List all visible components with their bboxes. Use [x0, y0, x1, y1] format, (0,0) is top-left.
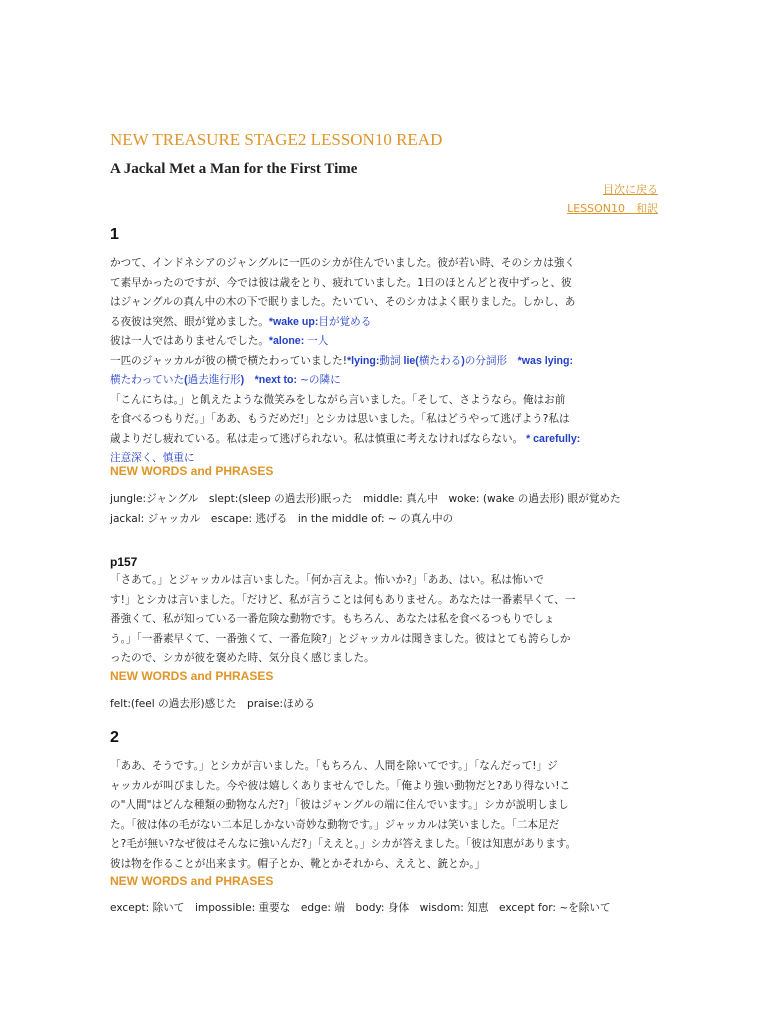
new-words-heading: NEW WORDS and PHRASES: [110, 464, 274, 478]
paragraph-line: を食べるつもりだ。」「ああ、もうだめだ!」とシカは思いました。「私はどうやって逃げよう?私は: [110, 413, 570, 425]
paragraph-line: 彼は物を作ることが出来ます。帽子とか、靴とかそれから、ええと、銃とか。」: [110, 857, 486, 870]
vocab-line: except: 除いて impossible: 重要な edge: 端 body: 身体 wisdom: 知恵 except for: ~を除いて: [110, 902, 611, 914]
line-text: 一匹のジャッカルが彼の横で横たわっていました!: [110, 354, 347, 367]
paragraph-line: [110, 352, 660, 372]
vocab-list: [110, 898, 611, 918]
paragraph-line: ったので、シカが彼を褒めた時、気分良く感じました。: [110, 652, 375, 664]
vocab-list: [110, 694, 315, 714]
gloss-english: *was lying:: [507, 354, 574, 367]
page-title: NEW TREASURE STAGE2 LESSON10 READ: [110, 130, 443, 149]
vocab-line: jackal: ジャッカル escape: 逃げる in the middle of: ~ の真ん中の: [110, 513, 454, 525]
paragraph-line: す!」とシカは言いました。「だけど、私が言うことは何もありません。あなたは一番素早くて、一: [110, 593, 576, 606]
line-text: 彼は一人ではありませんでした。: [110, 335, 269, 347]
paragraph-line: 「ああ、そうです。」とシカが言いました。「もちろん、人間を除いてです。」「なんだって!」ジ: [110, 760, 558, 772]
paragraph-line: う。」「一番素早くて、一番強くて、一番危険?」とジャッカルは聞きました。彼はとても誇らしか: [110, 632, 571, 645]
vocab-line: felt:(feel の過去形)感じた praise:ほめる: [110, 698, 315, 710]
page-number-label: p157: [110, 555, 138, 569]
gloss-english: *wake up:: [268, 315, 319, 328]
back-to-toc-link[interactable]: 目次に戻る: [603, 183, 658, 196]
vocab-list: [110, 489, 621, 529]
paragraph-line: た。「彼は体の毛がない二本足しかない奇妙な動物です。」ジャッカルは笑いました。「二本足だ: [110, 818, 560, 831]
paragraph-line: 「さあて。」とジャッカルは言いました。「何か言えよ。怖いか?」「ああ、はい。私は怖いで: [110, 574, 544, 586]
paragraph-line: [110, 430, 660, 450]
paragraph-line: て素早かったのですが、今では彼は歳をとり、疲れていました。1日のほとんどと夜中ずっと、彼: [110, 276, 572, 289]
lesson-subtitle: A Jackal Met a Man for the First Time: [110, 161, 358, 177]
gloss-japanese: 動詞: [379, 354, 401, 367]
gloss-japanese: 一人: [307, 335, 329, 347]
paragraph-line: ャッカルが叫びました。今や彼は嬉しくありませんでした。「俺より強い動物だと?あり得ない!こ: [110, 779, 571, 792]
gloss-japanese: 目が覚める: [318, 315, 372, 328]
paragraph-line: の"人間"はどんな種類の動物なんだ?」「彼はジャングルの端に住んでいます。」シカが説明しまし: [110, 799, 569, 811]
gloss-japanese: 横たわっていた: [110, 374, 185, 386]
gloss-japanese: 横たわる: [418, 354, 462, 367]
paragraph-line: [110, 313, 660, 333]
gloss-japanese: 注意深く、慎重に: [110, 452, 195, 464]
section-1-paragraph: [110, 254, 660, 469]
section-number-2: 2: [110, 729, 119, 746]
gloss-english: lie(: [400, 354, 419, 367]
section-number-1: 1: [110, 226, 119, 243]
paragraph-line: [110, 371, 660, 391]
gloss-english: *alone:: [268, 335, 308, 347]
section-2-paragraph: [110, 757, 660, 874]
new-words-heading: NEW WORDS and PHRASES: [110, 669, 274, 683]
gloss-english: *lying:: [347, 354, 380, 367]
paragraph-line: はジャングルの真ん中の木の下で眠りました。たいてい、そのシカはよく眠りました。しかし、あ: [110, 296, 576, 308]
lesson-translation-link[interactable]: LESSON10 和訳: [567, 202, 658, 215]
gloss-japanese: 過去進行形: [187, 374, 241, 386]
gloss-japanese: の分詞形: [464, 354, 508, 367]
line-text: 歳よりだし疲れている。私は走って逃げられない。私は慎重に考えなければならない。: [110, 432, 524, 445]
gloss-japanese: ~の隣に: [300, 374, 341, 386]
paragraph-line: [110, 332, 660, 352]
paragraph-line: かつて、インドネシアのジャングルに一匹のシカが住んでいました。彼が若い時、そのシカは強く: [110, 257, 576, 269]
line-text: る夜彼は突然、眼が覚めました。: [110, 315, 269, 328]
gloss-english: (: [184, 374, 188, 386]
gloss-english: * carefully:: [523, 432, 581, 445]
p157-paragraph: [110, 571, 660, 669]
paragraph-line: 「こんにちは。」と飢えたような微笑みをしながら言いました。「そして、さようなら。俺はお前: [110, 393, 566, 406]
new-words-heading: NEW WORDS and PHRASES: [110, 874, 274, 888]
paragraph-line: と?毛が無い?なぜ彼はそんなに強いんだ?」「ええと。」シカが答えました。「彼は知恵があります。: [110, 838, 577, 850]
paragraph-line: 番強くて、私が知っている一番危険な動物です。もちろん、あなたは私を食べるつもりでしょ: [110, 613, 555, 625]
gloss-english: ) *next to:: [240, 374, 301, 386]
gloss-english: ): [461, 354, 465, 367]
vocab-line: jungle:ジャングル slept:(sleep の過去形)眠った middle: 真ん中 woke: (wake の過去形) 眼が覚めた: [110, 493, 621, 505]
